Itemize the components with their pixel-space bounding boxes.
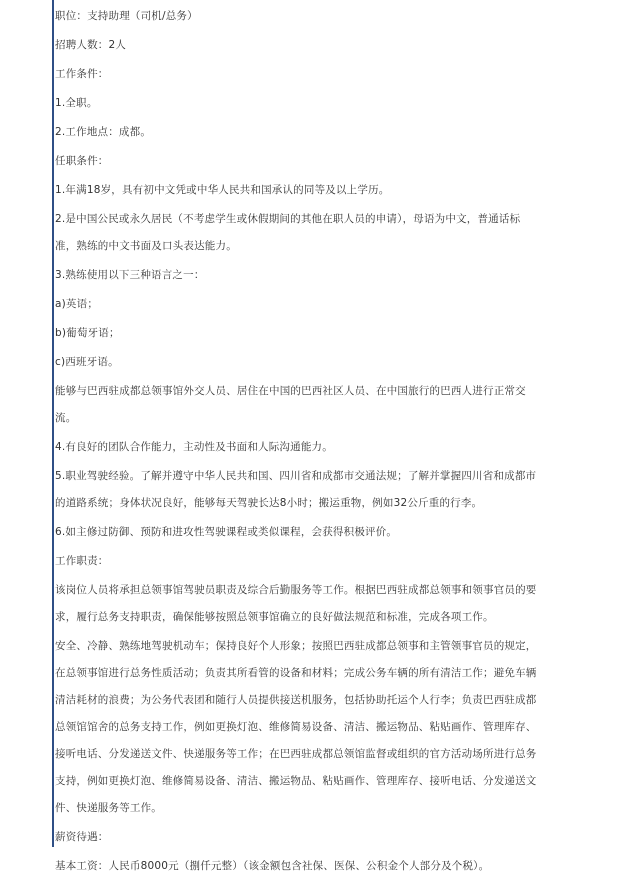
language-option: b)葡萄牙语； <box>55 327 120 339</box>
duties-detail-continued: 在总领事馆进行总务性质活动；负责其所看管的设备和材料；完成公务车辆的所有清洁工作；避免车辆 <box>55 667 537 679</box>
requirements-heading: 任职条件： <box>55 155 109 167</box>
position-line: 职位：支持助理（司机/总务） <box>55 10 198 22</box>
job-posting-text <box>55 0 620 875</box>
salary-heading: 薪资待遇： <box>55 831 109 843</box>
condition-item: 1.全职。 <box>55 97 98 109</box>
duties-detail-continued: 件、快递服务等工作。 <box>55 802 162 814</box>
duties-detail-continued: 接听电话、分发递送文件、快递服务等工作；在巴西驻成都总领馆监督或组织的官方活动场所进行总务 <box>55 748 537 760</box>
requirement-item: 1.年满18岁，具有初中文凭或中华人民共和国承认的同等及以上学历。 <box>55 184 390 196</box>
duties-heading: 工作职责： <box>55 555 109 567</box>
requirement-item-continued: 的道路系统；身体状况良好，能够每天驾驶长达8小时；搬运重物，例如32公斤重的行李。 <box>55 497 483 509</box>
duties-detail-continued: 清洁耗材的浪费；为公务代表团和随行人员提供接送机服务，包括协助托运个人行李；负责巴西驻成都 <box>55 694 537 706</box>
base-salary-line: 基本工资：人民币8000元（捌仟元整）（该金额包含社保、医保、公积金个人部分及个税）。 <box>55 860 490 872</box>
duties-detail-continued: 总领馆馆舍的总务支持工作，例如更换灯泡、维修简易设备、清洁、搬运物品、粘贴画作、管理库存、 <box>55 721 537 733</box>
headcount-line: 招聘人数：2人 <box>55 39 127 51</box>
requirement-item: 3.熟练使用以下三种语言之一： <box>55 269 205 281</box>
duties-paragraph: 该岗位人员将承担总领事馆驾驶员职责及综合后勤服务等工作。根据巴西驻成都总领事和领事官员的要 <box>55 584 537 596</box>
left-border-rule <box>52 0 54 847</box>
communication-requirement: 能够与巴西驻成都总领事馆外交人员、居住在中国的巴西社区人员、在中国旅行的巴西人进行正常交 <box>55 385 526 397</box>
requirement-item: 4.有良好的团队合作能力，主动性及书面和人际沟通能力。 <box>55 441 333 453</box>
duties-paragraph-continued: 求，履行总务支持职责，确保能够按照总领事馆确立的良好做法规范和标准，完成各项工作。 <box>55 611 494 623</box>
language-option: c)西班牙语。 <box>55 356 119 368</box>
language-option: a)英语； <box>55 298 99 310</box>
requirement-item: 6.如主修过防御、预防和进攻性驾驶课程或类似课程，会获得积极评价。 <box>55 526 398 538</box>
duties-detail: 安全、冷静、熟练地驾驶机动车；保持良好个人形象；按照巴西驻成都总领事和主管领事官员的规定， <box>55 640 537 652</box>
work-conditions-heading: 工作条件： <box>55 68 109 80</box>
requirement-item: 2.是中国公民或永久居民（不考虑学生或休假期间的其他在职人员的申请），母语为中文，普通话标 <box>55 213 521 225</box>
requirement-item-continued: 准，熟练的中文书面及口头表达能力。 <box>55 240 237 252</box>
requirement-item: 5.职业驾驶经验。了解并遵守中华人民共和国、四川省和成都市交通法规；了解并掌握四川省和成都市 <box>55 470 537 482</box>
condition-item: 2.工作地点：成都。 <box>55 126 152 138</box>
communication-requirement-continued: 流。 <box>55 412 77 424</box>
duties-detail-continued: 支持，例如更换灯泡、维修简易设备、清洁、搬运物品、粘贴画作、管理库存、接听电话、分发递送文 <box>55 775 537 787</box>
